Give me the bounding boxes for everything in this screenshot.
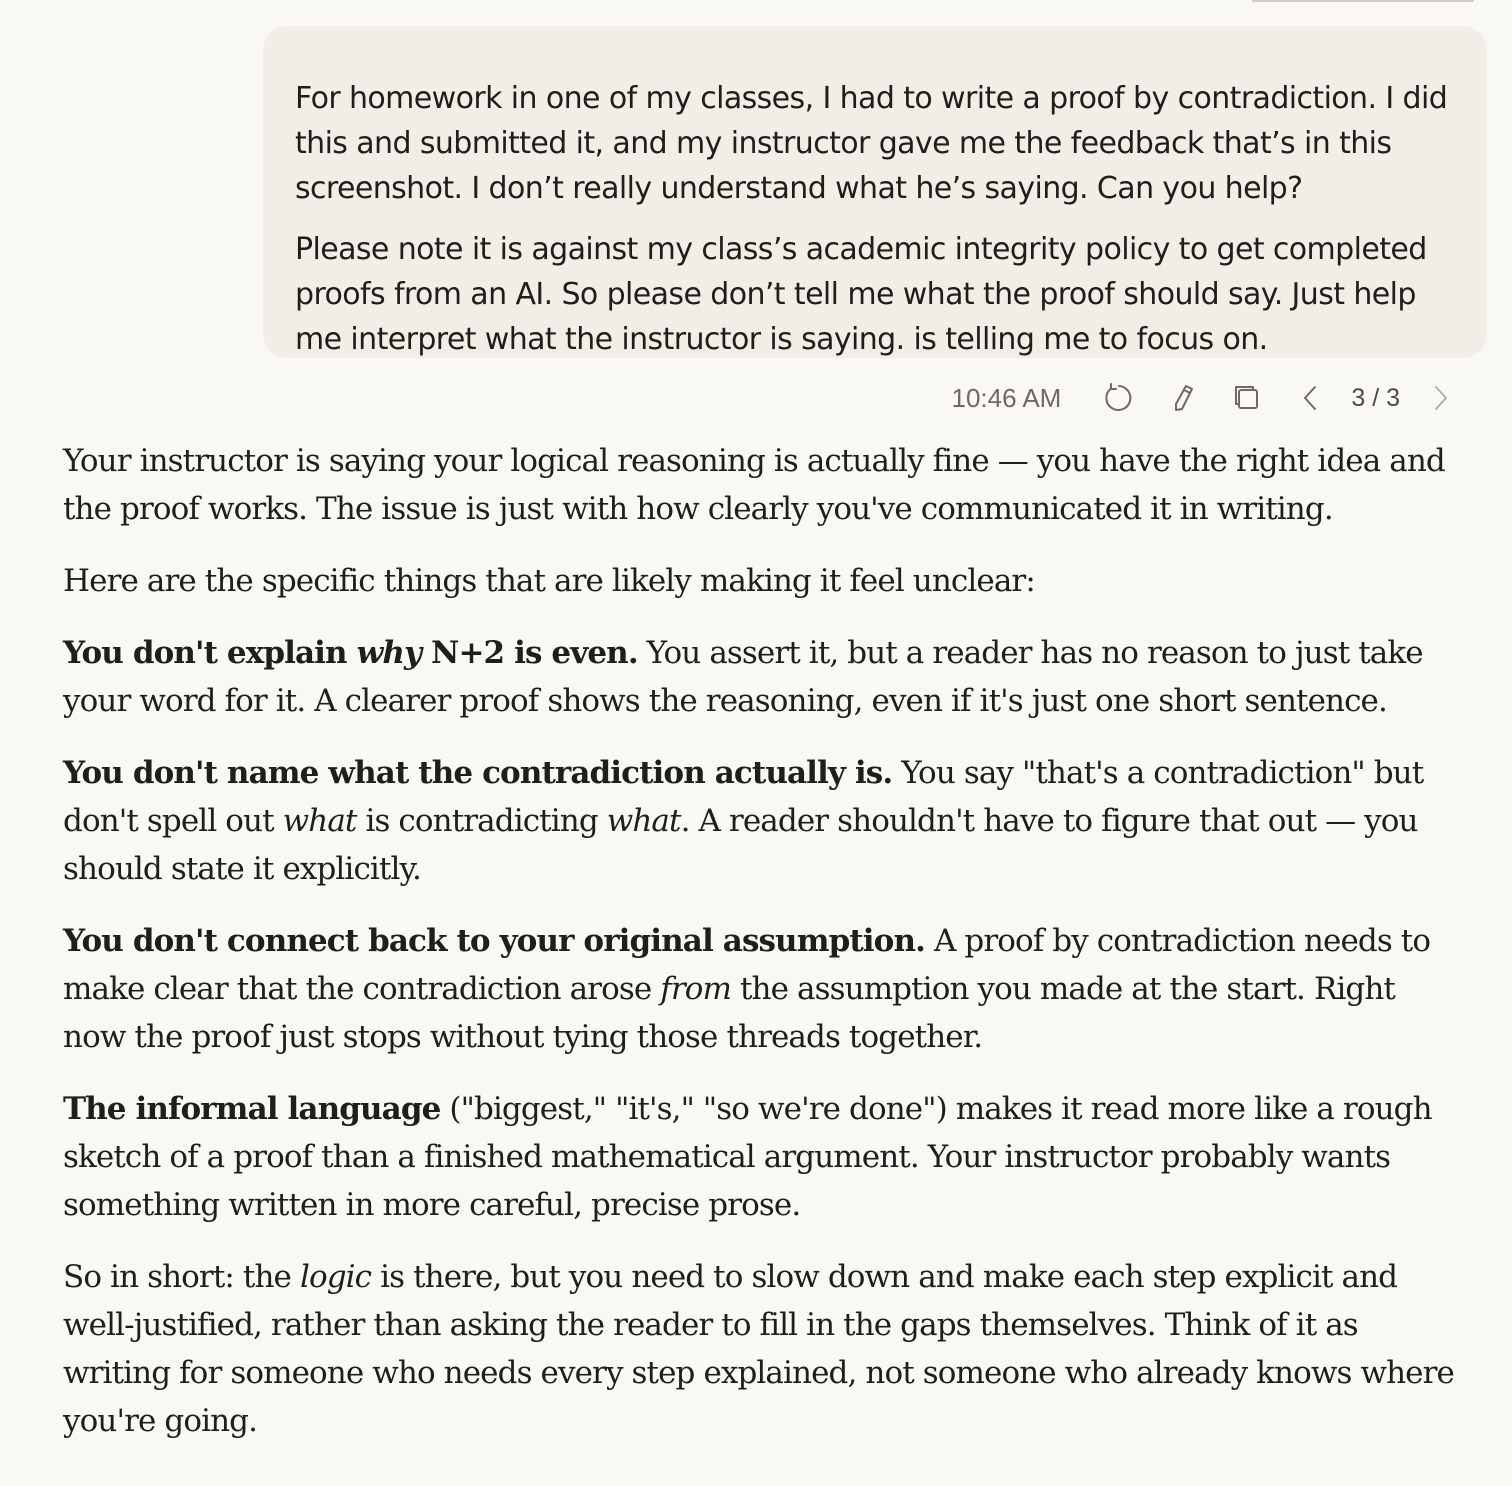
- user-message-paragraph-2: Please note it is against my class’s academic integrity policy to get completed proofs from an AI. So please don’t tell me what the proof should say. Just help me interpret what the instructor is saying. is telling me to focus on.: [295, 232, 1427, 357]
- message-toolbar: [951, 374, 1472, 422]
- assistant-paragraph-5: You don't connect back to your original assumption. A proof by contradiction needs to make clear that the contradiction arose from the assumption you made at the start. Right now the proof just stops without tying those threads together.: [63, 923, 1431, 1055]
- chevron-left-icon[interactable]: [1292, 379, 1330, 417]
- top-edge-tab: [1252, 0, 1474, 2]
- assistant-paragraph-7: So in short: the logic is there, but you need to slow down and make each step explicit and well-justified, rather than asking the reader to fill in the gaps themselves. Think of it as writing for someone who needs every step explained, not someone who already knows where you're going.: [63, 1259, 1454, 1439]
- retry-icon[interactable]: [1100, 379, 1138, 417]
- point-heading: You don't name what the contradiction actually is.: [63, 755, 893, 791]
- assistant-paragraph-6: The informal language ("biggest," "it's," "so we're done") makes it read more like a rough sketch of a proof than a finished mathematical argument. Your instructor probably wants something written in more careful, precise prose.: [63, 1091, 1432, 1223]
- user-message-bubble: [263, 26, 1487, 358]
- point-heading: You don't connect back to your original assumption.: [63, 923, 925, 959]
- copy-icon[interactable]: [1228, 379, 1266, 417]
- user-message-paragraph-1: For homework in one of my classes, I had to write a proof by contradiction. I did this and submitted it, and my instructor gave me the feedback that’s in this screenshot. I don’t really understand what he’s saying. Can you help?: [295, 81, 1448, 206]
- assistant-paragraph-4: You don't name what the contradiction actually is. You say "that's a contradiction" but don't spell out what is contradicting what. A reader shouldn't have to figure that out — you should state it explicitly.: [63, 755, 1424, 887]
- edit-pencil-icon[interactable]: [1164, 379, 1202, 417]
- point-heading: You don't explain why N+2 is even.: [63, 635, 638, 671]
- message-timestamp: 10:46 AM: [951, 382, 1062, 413]
- assistant-message: [63, 437, 1463, 1469]
- assistant-paragraph-2: Here are the specific things that are likely making it feel unclear:: [63, 563, 1035, 599]
- assistant-paragraph-3: You don't explain why N+2 is even. You assert it, but a reader has no reason to just take your word for it. A clearer proof shows the reasoning, even if it's just one short sentence.: [63, 635, 1423, 719]
- chevron-right-icon[interactable]: [1421, 379, 1459, 417]
- assistant-paragraph-1: Your instructor is saying your logical reasoning is actually fine — you have the right idea and the proof works. The issue is just with how clearly you've communicated it in writing.: [63, 443, 1445, 527]
- response-pager: 3 / 3: [1351, 383, 1400, 412]
- point-heading: The informal language: [63, 1091, 441, 1127]
